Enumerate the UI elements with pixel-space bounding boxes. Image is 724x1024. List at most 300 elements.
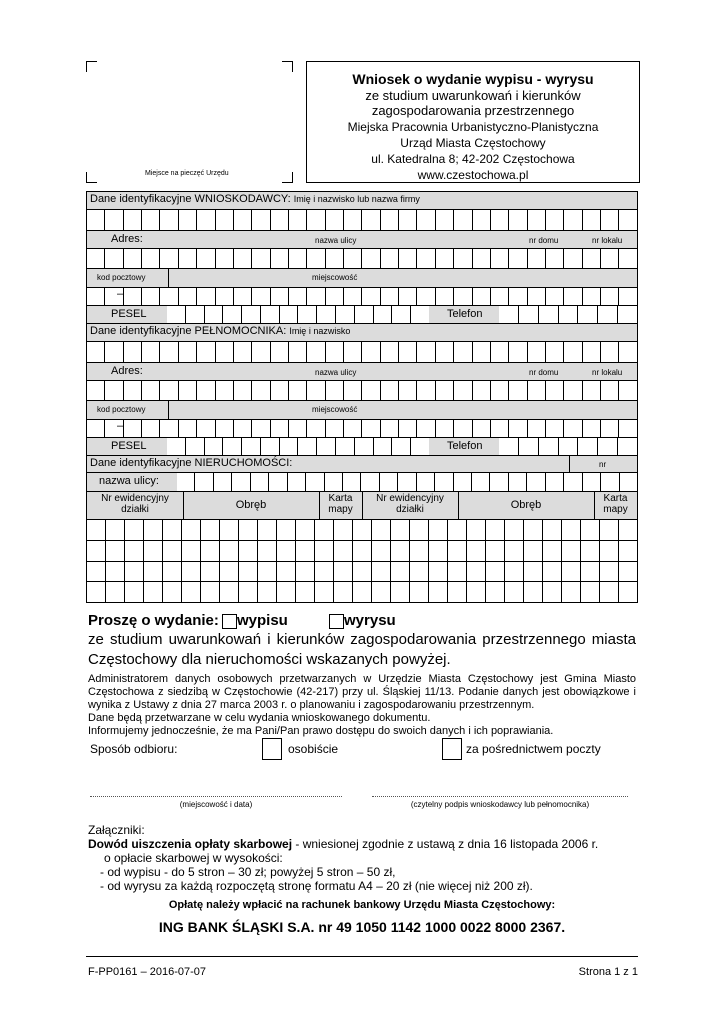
input-cell[interactable] [447, 519, 466, 540]
input-cell[interactable] [617, 305, 637, 324]
phone-input-cells[interactable] [499, 305, 637, 324]
input-cell[interactable] [508, 380, 526, 400]
input-cell[interactable] [371, 540, 390, 561]
pickup-personal-checkbox[interactable] [262, 738, 282, 760]
input-cell[interactable] [545, 419, 563, 437]
input-cell[interactable] [143, 540, 162, 561]
input-cell[interactable] [162, 540, 181, 561]
input-cell[interactable] [453, 248, 471, 268]
input-cell[interactable] [167, 437, 185, 456]
input-cell[interactable] [87, 287, 104, 305]
input-cell[interactable] [295, 561, 314, 581]
input-cell[interactable] [527, 341, 545, 362]
input-cell[interactable] [219, 540, 238, 561]
input-cell[interactable] [288, 209, 306, 230]
input-cell[interactable] [527, 287, 545, 305]
input-cell[interactable] [270, 341, 288, 362]
input-cell[interactable] [333, 519, 352, 540]
pickup-post-checkbox[interactable] [442, 738, 462, 760]
input-cell[interactable] [257, 519, 276, 540]
input-cell[interactable] [391, 305, 410, 324]
property-row-cells[interactable] [87, 540, 637, 561]
input-cell[interactable] [416, 341, 434, 362]
input-cell[interactable] [618, 419, 636, 437]
input-cell[interactable] [582, 287, 600, 305]
input-cell[interactable] [233, 209, 251, 230]
input-cell[interactable] [409, 540, 428, 561]
input-cell[interactable] [508, 419, 526, 437]
input-cell[interactable] [618, 341, 636, 362]
input-cell[interactable] [504, 561, 523, 581]
input-cell[interactable] [390, 581, 409, 602]
input-cell[interactable] [204, 437, 223, 456]
input-cell[interactable] [472, 419, 490, 437]
input-cell[interactable] [352, 519, 371, 540]
input-cell[interactable] [618, 248, 636, 268]
input-cell[interactable] [306, 341, 324, 362]
input-cell[interactable] [200, 561, 219, 581]
input-cell[interactable] [379, 472, 397, 491]
input-cell[interactable] [428, 561, 447, 581]
input-cell[interactable] [371, 519, 390, 540]
input-cell[interactable] [453, 341, 471, 362]
input-cell[interactable] [523, 540, 542, 561]
input-cell[interactable] [489, 472, 507, 491]
input-cell[interactable] [162, 519, 181, 540]
input-cell[interactable] [504, 519, 523, 540]
input-cell[interactable] [141, 287, 159, 305]
input-cell[interactable] [343, 380, 361, 400]
input-cell[interactable] [213, 472, 231, 491]
input-cell[interactable] [295, 540, 314, 561]
input-cell[interactable] [200, 519, 219, 540]
input-cell[interactable] [561, 561, 580, 581]
input-cell[interactable] [314, 540, 333, 561]
input-cell[interactable] [343, 248, 361, 268]
input-cell[interactable] [297, 305, 316, 324]
input-cell[interactable] [508, 248, 526, 268]
input-cell[interactable] [619, 472, 637, 491]
input-cell[interactable] [435, 341, 453, 362]
input-cell[interactable] [453, 419, 471, 437]
input-cell[interactable] [472, 341, 490, 362]
input-cell[interactable] [196, 380, 214, 400]
input-cell[interactable] [231, 472, 249, 491]
input-cell[interactable] [523, 561, 542, 581]
input-cell[interactable] [435, 380, 453, 400]
input-cell[interactable] [251, 341, 269, 362]
input-cell[interactable] [215, 209, 233, 230]
input-cell[interactable] [580, 519, 599, 540]
address-input-cells[interactable] [87, 380, 637, 400]
input-cell[interactable] [416, 380, 434, 400]
input-cell[interactable] [123, 287, 141, 305]
input-cell[interactable] [434, 472, 452, 491]
input-cell[interactable] [305, 472, 323, 491]
input-cell[interactable] [580, 540, 599, 561]
input-cell[interactable] [104, 248, 122, 268]
input-cell[interactable] [485, 540, 504, 561]
input-cell[interactable] [447, 540, 466, 561]
input-cell[interactable] [490, 287, 508, 305]
input-cell[interactable] [185, 305, 204, 324]
input-cell[interactable] [270, 419, 288, 437]
input-cell[interactable] [490, 419, 508, 437]
input-cell[interactable] [600, 419, 618, 437]
input-cell[interactable] [314, 581, 333, 602]
input-cell[interactable] [342, 472, 360, 491]
input-cell[interactable] [582, 472, 600, 491]
input-cell[interactable] [391, 437, 410, 456]
address-input-cells[interactable] [87, 248, 637, 268]
input-cell[interactable] [335, 437, 354, 456]
input-cell[interactable] [472, 380, 490, 400]
input-cell[interactable] [518, 437, 538, 456]
input-cell[interactable] [373, 437, 392, 456]
input-cell[interactable] [343, 287, 361, 305]
input-cell[interactable] [485, 519, 504, 540]
input-cell[interactable] [361, 380, 379, 400]
input-cell[interactable] [582, 419, 600, 437]
input-cell[interactable] [490, 341, 508, 362]
input-cell[interactable] [398, 248, 416, 268]
input-cell[interactable] [178, 287, 196, 305]
input-cell[interactable] [416, 209, 434, 230]
input-cell[interactable] [215, 248, 233, 268]
input-cell[interactable] [504, 540, 523, 561]
name-input-cells[interactable] [87, 341, 637, 362]
input-cell[interactable] [472, 248, 490, 268]
input-cell[interactable] [410, 305, 429, 324]
input-cell[interactable] [397, 472, 415, 491]
input-cell[interactable] [233, 380, 251, 400]
input-cell[interactable] [123, 419, 141, 437]
input-cell[interactable] [380, 380, 398, 400]
input-cell[interactable] [87, 380, 104, 400]
input-cell[interactable] [416, 248, 434, 268]
input-cell[interactable] [306, 380, 324, 400]
input-cell[interactable] [398, 380, 416, 400]
input-cell[interactable] [257, 581, 276, 602]
input-cell[interactable] [288, 248, 306, 268]
input-cell[interactable] [580, 561, 599, 581]
input-cell[interactable] [162, 561, 181, 581]
input-cell[interactable] [251, 419, 269, 437]
input-cell[interactable] [306, 287, 324, 305]
input-cell[interactable] [159, 419, 177, 437]
input-cell[interactable] [599, 561, 618, 581]
input-cell[interactable] [453, 472, 471, 491]
input-cell[interactable] [159, 341, 177, 362]
input-cell[interactable] [398, 209, 416, 230]
input-cell[interactable] [453, 209, 471, 230]
input-cell[interactable] [238, 519, 257, 540]
input-cell[interactable] [181, 540, 200, 561]
input-cell[interactable] [288, 419, 306, 437]
input-cell[interactable] [194, 472, 212, 491]
input-cell[interactable] [352, 581, 371, 602]
input-cell[interactable] [333, 540, 352, 561]
input-cell[interactable] [538, 437, 558, 456]
input-cell[interactable] [141, 380, 159, 400]
pesel-input-cells[interactable] [167, 305, 429, 324]
input-cell[interactable] [471, 472, 489, 491]
input-cell[interactable] [354, 305, 373, 324]
input-cell[interactable] [453, 380, 471, 400]
phone-input-cells[interactable] [499, 437, 637, 456]
input-cell[interactable] [343, 419, 361, 437]
input-cell[interactable] [618, 287, 636, 305]
input-cell[interactable] [251, 209, 269, 230]
input-cell[interactable] [159, 248, 177, 268]
input-cell[interactable] [472, 287, 490, 305]
input-cell[interactable] [563, 380, 581, 400]
input-cell[interactable] [233, 419, 251, 437]
input-cell[interactable] [600, 248, 618, 268]
input-cell[interactable] [527, 419, 545, 437]
input-cell[interactable] [143, 561, 162, 581]
input-cell[interactable] [453, 287, 471, 305]
input-cell[interactable] [371, 561, 390, 581]
input-cell[interactable] [582, 209, 600, 230]
input-cell[interactable] [526, 472, 544, 491]
input-cell[interactable] [600, 287, 618, 305]
input-cell[interactable] [542, 561, 561, 581]
input-cell[interactable] [241, 305, 260, 324]
input-cell[interactable] [577, 305, 597, 324]
input-cell[interactable] [373, 305, 392, 324]
input-cell[interactable] [104, 380, 122, 400]
input-cell[interactable] [123, 209, 141, 230]
input-cell[interactable] [361, 209, 379, 230]
input-cell[interactable] [558, 305, 578, 324]
input-cell[interactable] [295, 519, 314, 540]
input-cell[interactable] [87, 561, 105, 581]
input-cell[interactable] [251, 248, 269, 268]
property-street-cells[interactable] [177, 472, 637, 491]
input-cell[interactable] [105, 540, 124, 561]
input-cell[interactable] [563, 248, 581, 268]
input-cell[interactable] [141, 341, 159, 362]
input-cell[interactable] [141, 419, 159, 437]
input-cell[interactable] [545, 341, 563, 362]
input-cell[interactable] [527, 209, 545, 230]
input-cell[interactable] [297, 437, 316, 456]
input-cell[interactable] [390, 540, 409, 561]
input-cell[interactable] [485, 581, 504, 602]
input-cell[interactable] [257, 540, 276, 561]
input-cell[interactable] [288, 380, 306, 400]
extract-checkbox[interactable] [222, 614, 237, 629]
input-cell[interactable] [561, 540, 580, 561]
input-cell[interactable] [219, 561, 238, 581]
input-cell[interactable] [499, 305, 518, 324]
input-cell[interactable] [233, 341, 251, 362]
input-cell[interactable] [490, 380, 508, 400]
input-cell[interactable] [597, 305, 617, 324]
input-cell[interactable] [141, 209, 159, 230]
input-cell[interactable] [466, 561, 485, 581]
input-cell[interactable] [523, 581, 542, 602]
input-cell[interactable] [181, 561, 200, 581]
input-cell[interactable] [538, 305, 558, 324]
input-cell[interactable] [618, 581, 637, 602]
input-cell[interactable] [177, 472, 194, 491]
input-cell[interactable] [416, 472, 434, 491]
input-cell[interactable] [490, 209, 508, 230]
input-cell[interactable] [416, 287, 434, 305]
input-cell[interactable] [251, 380, 269, 400]
input-cell[interactable] [241, 437, 260, 456]
postcode-city-cells[interactable] [87, 287, 637, 305]
input-cell[interactable] [435, 287, 453, 305]
input-cell[interactable] [380, 341, 398, 362]
input-cell[interactable] [196, 209, 214, 230]
input-cell[interactable] [563, 419, 581, 437]
input-cell[interactable] [159, 209, 177, 230]
input-cell[interactable] [499, 437, 518, 456]
input-cell[interactable] [527, 248, 545, 268]
input-cell[interactable] [306, 419, 324, 437]
input-cell[interactable] [287, 472, 305, 491]
input-cell[interactable] [490, 248, 508, 268]
input-cell[interactable] [447, 581, 466, 602]
input-cell[interactable] [141, 248, 159, 268]
input-cell[interactable] [238, 581, 257, 602]
input-cell[interactable] [200, 581, 219, 602]
input-cell[interactable] [178, 341, 196, 362]
input-cell[interactable] [333, 561, 352, 581]
input-cell[interactable] [435, 248, 453, 268]
input-cell[interactable] [618, 380, 636, 400]
input-cell[interactable] [87, 419, 104, 437]
input-cell[interactable] [123, 248, 141, 268]
property-row-cells[interactable] [87, 561, 637, 581]
input-cell[interactable] [238, 561, 257, 581]
input-cell[interactable] [508, 287, 526, 305]
input-cell[interactable] [124, 540, 143, 561]
input-cell[interactable] [295, 581, 314, 602]
input-cell[interactable] [485, 561, 504, 581]
place-date-line[interactable] [90, 796, 342, 797]
input-cell[interactable] [143, 581, 162, 602]
input-cell[interactable] [380, 287, 398, 305]
input-cell[interactable] [105, 561, 124, 581]
input-cell[interactable] [279, 305, 298, 324]
input-cell[interactable] [316, 437, 335, 456]
input-cell[interactable] [343, 341, 361, 362]
input-cell[interactable] [270, 209, 288, 230]
input-cell[interactable] [435, 209, 453, 230]
pesel-input-cells[interactable] [167, 437, 429, 456]
input-cell[interactable] [416, 419, 434, 437]
input-cell[interactable] [196, 287, 214, 305]
input-cell[interactable] [618, 209, 636, 230]
input-cell[interactable] [276, 581, 295, 602]
input-cell[interactable] [325, 248, 343, 268]
input-cell[interactable] [325, 380, 343, 400]
input-cell[interactable] [600, 472, 618, 491]
input-cell[interactable] [124, 581, 143, 602]
input-cell[interactable] [87, 581, 105, 602]
input-cell[interactable] [87, 341, 104, 362]
input-cell[interactable] [398, 341, 416, 362]
input-cell[interactable] [361, 287, 379, 305]
input-cell[interactable] [105, 519, 124, 540]
input-cell[interactable] [162, 581, 181, 602]
input-cell[interactable] [542, 581, 561, 602]
input-cell[interactable] [306, 209, 324, 230]
input-cell[interactable] [233, 287, 251, 305]
input-cell[interactable] [185, 437, 204, 456]
input-cell[interactable] [508, 472, 526, 491]
input-cell[interactable] [288, 341, 306, 362]
input-cell[interactable] [324, 472, 342, 491]
input-cell[interactable] [260, 437, 279, 456]
input-cell[interactable] [87, 519, 105, 540]
input-cell[interactable] [250, 472, 268, 491]
input-cell[interactable] [380, 419, 398, 437]
input-cell[interactable] [545, 287, 563, 305]
input-cell[interactable] [178, 380, 196, 400]
input-cell[interactable] [466, 540, 485, 561]
input-cell[interactable] [123, 341, 141, 362]
input-cell[interactable] [545, 209, 563, 230]
input-cell[interactable] [325, 287, 343, 305]
input-cell[interactable] [390, 561, 409, 581]
input-cell[interactable] [276, 561, 295, 581]
input-cell[interactable] [279, 437, 298, 456]
input-cell[interactable] [580, 581, 599, 602]
input-cell[interactable] [159, 287, 177, 305]
input-cell[interactable] [352, 540, 371, 561]
input-cell[interactable] [600, 341, 618, 362]
input-cell[interactable] [600, 209, 618, 230]
input-cell[interactable] [352, 561, 371, 581]
input-cell[interactable] [104, 209, 122, 230]
input-cell[interactable] [545, 472, 563, 491]
name-input-cells[interactable] [87, 209, 637, 230]
input-cell[interactable] [618, 519, 637, 540]
input-cell[interactable] [597, 437, 617, 456]
input-cell[interactable] [527, 380, 545, 400]
input-cell[interactable] [306, 248, 324, 268]
input-cell[interactable] [410, 437, 429, 456]
input-cell[interactable] [325, 419, 343, 437]
input-cell[interactable] [219, 581, 238, 602]
input-cell[interactable] [335, 305, 354, 324]
input-cell[interactable] [577, 437, 597, 456]
input-cell[interactable] [360, 472, 378, 491]
input-cell[interactable] [105, 581, 124, 602]
input-cell[interactable] [398, 287, 416, 305]
property-row-cells[interactable] [87, 519, 637, 540]
input-cell[interactable] [196, 248, 214, 268]
input-cell[interactable] [87, 248, 104, 268]
input-cell[interactable] [618, 540, 637, 561]
input-cell[interactable] [270, 287, 288, 305]
input-cell[interactable] [466, 581, 485, 602]
input-cell[interactable] [545, 248, 563, 268]
input-cell[interactable] [582, 248, 600, 268]
input-cell[interactable] [251, 287, 269, 305]
input-cell[interactable] [354, 437, 373, 456]
input-cell[interactable] [563, 472, 581, 491]
input-cell[interactable] [361, 341, 379, 362]
input-cell[interactable] [582, 341, 600, 362]
input-cell[interactable] [428, 519, 447, 540]
input-cell[interactable] [333, 581, 352, 602]
